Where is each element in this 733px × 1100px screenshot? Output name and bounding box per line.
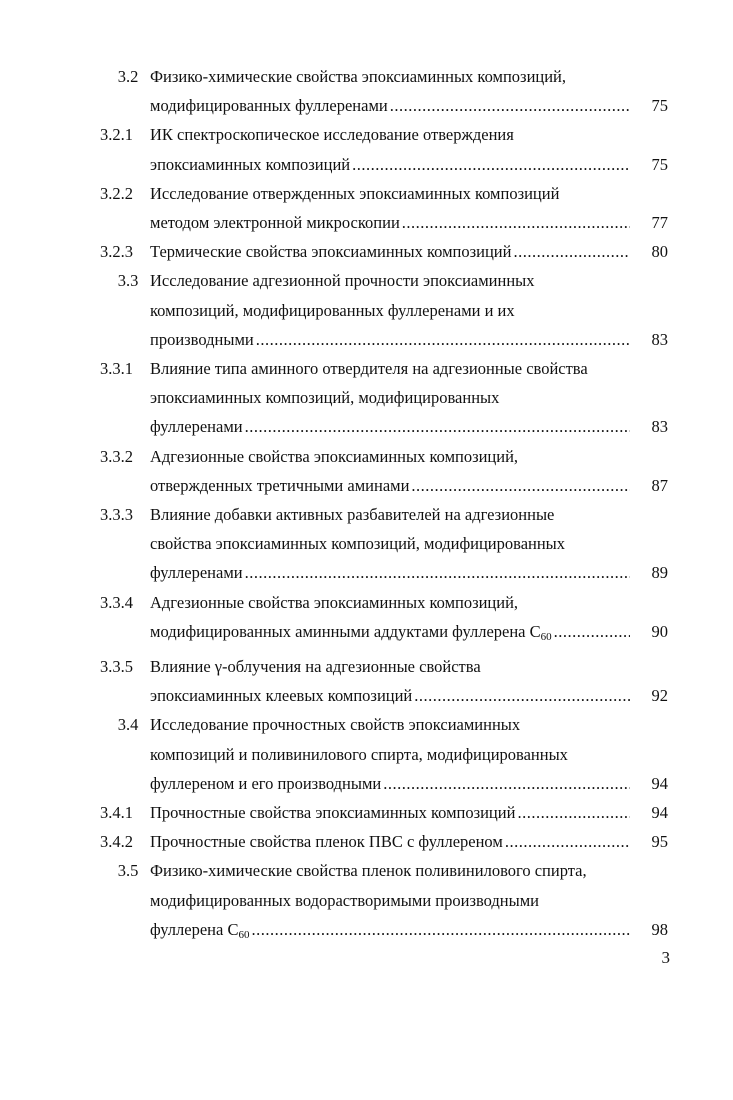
toc-title-line: Адгезионные свойства эпоксиаминных композиций, <box>150 592 519 612</box>
toc-number: 3.4.1 <box>100 803 133 823</box>
toc-entry-3-3-2 <box>100 442 668 500</box>
toc-entry-3-3-4 <box>100 588 668 652</box>
page-number: 3 <box>661 948 670 967</box>
toc-title-line: Влияние добавки активных разбавителей на адгезионные <box>150 505 555 525</box>
toc-page-number: 75 <box>651 154 668 174</box>
toc-entry-3-2-1 <box>100 120 668 178</box>
dot-leader <box>390 91 630 120</box>
subscript: 60 <box>238 928 250 941</box>
toc-title-line: композиций и поливинилового спирта, модифицированных <box>150 744 568 764</box>
toc-entry-3-3-1 <box>100 354 668 442</box>
toc-title-line: Влияние типа аминного отвердителя на адгезионные свойства <box>150 359 588 379</box>
toc-entry-3-2-3 <box>100 237 668 266</box>
dot-leader <box>251 915 630 944</box>
toc-title-line: свойства эпоксиаминных композиций, модифицированных <box>150 534 566 554</box>
toc-title-line: эпоксиаминных клеевых композиций <box>150 686 413 706</box>
toc-number: 3.5 <box>117 861 139 881</box>
toc-title-text: модифицированных аминными аддуктами фуллерена С <box>150 621 541 641</box>
toc-title-text: фуллерена С <box>150 919 239 939</box>
toc-title-line <box>150 617 554 652</box>
toc-title-line: модифицированных фуллеренами <box>150 96 388 116</box>
subscript: 60 <box>540 630 552 643</box>
toc-entry-3-2-2 <box>100 179 668 237</box>
toc-page-number: 89 <box>651 563 668 583</box>
toc-title-line: отвержденных третичными аминами <box>150 475 410 495</box>
toc-number: 3.4.2 <box>100 832 133 852</box>
toc-title-line: фуллеренами <box>150 563 243 583</box>
toc-title-line: эпоксиаминных композиций, модифицированных <box>150 388 500 408</box>
toc-entry-3-3-3 <box>100 500 668 588</box>
toc-title-line: фуллереном и его производными <box>150 773 382 793</box>
toc-page-number: 94 <box>651 773 668 793</box>
dot-leader <box>245 558 630 587</box>
toc-page-number: 90 <box>651 621 668 641</box>
toc-title-line: Прочностные свойства пленок ПВС с фуллереном <box>150 832 503 852</box>
dot-leader <box>554 617 630 646</box>
toc-page-number: 83 <box>651 417 668 437</box>
toc-page-number: 83 <box>651 329 668 349</box>
toc-title-line: Исследование отвержденных эпоксиаминных композиций <box>150 183 560 203</box>
dot-leader <box>414 681 630 710</box>
toc-title-line: методом электронной микроскопии <box>150 213 400 233</box>
toc-entry-3-4-2 <box>100 827 668 856</box>
dot-leader <box>517 798 630 827</box>
dot-leader <box>513 237 630 266</box>
toc-title-line: ИК спектроскопическое исследование отверждения <box>150 125 514 145</box>
toc-title-line: композиций, модифицированных фуллеренами и их <box>150 300 515 320</box>
dot-leader <box>383 769 630 798</box>
toc-number: 3.2.2 <box>100 183 133 203</box>
dot-leader <box>402 208 630 237</box>
dot-leader <box>245 412 630 441</box>
dot-leader <box>352 150 630 179</box>
dot-leader <box>505 827 630 856</box>
toc-page-number: 87 <box>651 475 668 495</box>
toc-number: 3.3.4 <box>100 592 133 612</box>
toc-number: 3.3.3 <box>100 505 133 525</box>
table-of-contents <box>100 62 668 950</box>
toc-number: 3.3.5 <box>100 657 133 677</box>
toc-number: 3.3.2 <box>100 446 133 466</box>
toc-entry-3-4-1 <box>100 798 668 827</box>
toc-number: 3.3 <box>117 271 139 291</box>
toc-entry-3-5 <box>100 856 668 950</box>
toc-page-number: 77 <box>651 213 668 233</box>
toc-page-number: 98 <box>651 919 668 939</box>
toc-page-number: 80 <box>651 242 668 262</box>
toc-title-line: Термические свойства эпоксиаминных композиций <box>150 242 512 262</box>
toc-title-line: эпоксиаминных композиций <box>150 154 351 174</box>
toc-title-line: Исследование адгезионной прочности эпоксиаминных <box>150 271 535 291</box>
toc-title-line: Прочностные свойства эпоксиаминных композиций <box>150 803 516 823</box>
toc-number: 3.2 <box>117 67 139 86</box>
toc-title-line: Физико-химические свойства пленок поливинилового спирта, <box>150 861 587 881</box>
toc-entry-3-2 <box>100 62 668 120</box>
toc-title-line: фуллеренами <box>150 417 243 437</box>
toc-title-line: Физико-химические свойства эпоксиаминных композиций, <box>150 67 567 86</box>
toc-title-line: Исследование прочностных свойств эпоксиаминных <box>150 715 521 735</box>
toc-number: 3.2.3 <box>100 242 133 262</box>
toc-entry-3-3 <box>100 266 668 354</box>
toc-title-line: Адгезионные свойства эпоксиаминных композиций, <box>150 446 519 466</box>
toc-page-number: 94 <box>651 803 668 823</box>
dot-leader <box>256 325 630 354</box>
toc-title-line: Влияние γ-облучения на адгезионные свойства <box>150 657 481 677</box>
toc-entry-3-4 <box>100 710 668 798</box>
toc-page-number: 95 <box>651 832 668 852</box>
toc-title-line <box>150 915 251 950</box>
toc-page-number: 92 <box>651 686 668 706</box>
toc-number: 3.2.1 <box>100 125 133 145</box>
toc-title-line: модифицированных водорастворимыми производными <box>150 890 539 910</box>
toc-entry-3-3-5 <box>100 652 668 710</box>
toc-number: 3.4 <box>117 715 139 735</box>
toc-number: 3.3.1 <box>100 359 133 379</box>
toc-title-line: производными <box>150 329 254 349</box>
toc-page-number: 75 <box>651 96 668 116</box>
dot-leader <box>411 471 630 500</box>
